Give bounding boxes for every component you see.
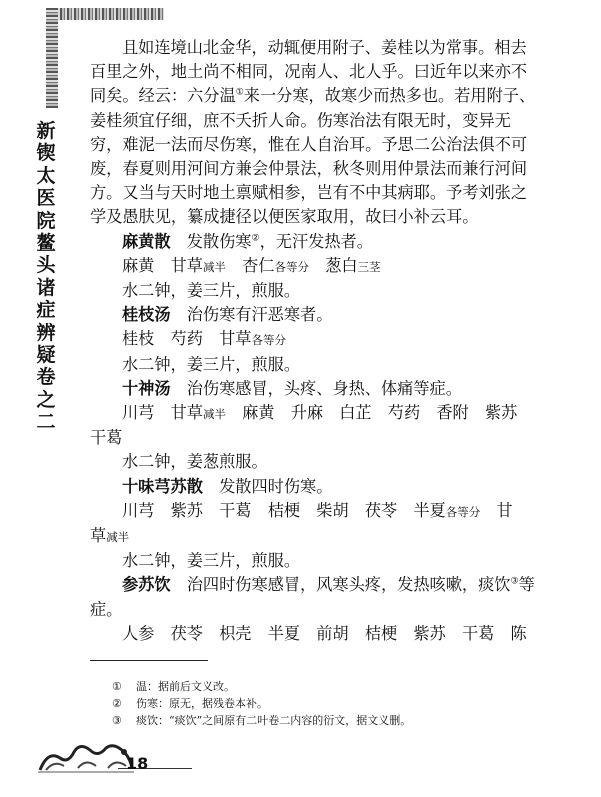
ingredient-list: 川芎 紫苏 干葛 桔梗 柴胡 茯苓 半夏各等分 甘 [122,500,513,520]
formula-name: 麻黄散 [122,231,171,251]
formula-name: 桂枝汤 [122,305,171,325]
formula-heading: 参苏饮 治四时伤寒感冒，风寒头疼，发热咳嗽，痰饮③等症。 [90,575,535,619]
formula-heading: 十神汤 治伤寒感冒，头疼、身热、体痛等症。 [122,378,462,398]
footnote: ① 温：据前后文义改。 [112,680,235,693]
page-number: 18 [126,754,149,773]
footnote-mark-1: ① [235,88,244,99]
formula-name: 参苏饮 [122,575,171,595]
page-body [90,36,542,646]
footnote: ② 伤寒：原无，据残卷本补。 [112,697,268,710]
footnote-mark-3: ③ [510,577,519,588]
ingredient-list-cont: 干葛 [90,428,123,448]
formula-heading: 十味芎苏散 发散四时伤寒。 [122,476,333,496]
intro-paragraph [90,36,542,230]
ingredient-list: 桂枝 芍药 甘草各等分 [122,329,286,349]
left-border-ornament [46,8,58,108]
formula-heading: 麻黄散 发散伤寒②，无汗发热者。 [122,231,373,251]
ingredient-list: 人参 茯苓 枳壳 半夏 前胡 桔梗 紫苏 干葛 陈 [122,623,527,643]
footnote: ③ 痰饮：“痰饮”之间原有二叶卷二内容的衍文，据文义删。 [112,714,412,727]
book-title: 新锲太医院鳌头诸症辨疑卷之二 [36,120,56,434]
formula-heading: 桂枝汤 治伤寒有汗恶寒者。 [122,305,333,325]
ingredient-list: 麻黄 甘草减半 杏仁各等分 葱白三茎 [122,255,381,275]
footnotes [112,678,532,729]
paragraph-text: 且如连境山北金华，动辄便用附子、姜桂以为常事。相去百里之外，地土尚不相同，况南人、北人乎。曰近年以来亦不同矣。经云：六分温 [90,38,528,106]
preparation: 水二钟，姜三片，煎服。 [122,551,301,571]
formula-name: 十神汤 [122,378,171,398]
footnote-mark-2: ② [251,233,260,244]
paragraph-text-cont: 来一分寒，故寒少而热多也。若用附子、姜桂须宜仔细，庶不夭折人命。伤寒治法有限无时，变异无穷，难泥一法而尽伤寒，惟在人自治耳。予思二公治法俱不可废，春夏则用河间方兼会仲景法，秋冬则用仲景法而兼行河间方。又当与天时地土禀赋相参，岂有不中其病耶。予考刘张之学及愚肤见，纂成捷径以便医家取用，故曰小补云耳。 [90,86,536,227]
top-border-ornament [46,8,164,20]
preparation: 水二钟，姜葱煎服。 [122,452,268,472]
footnote-divider [90,660,208,661]
preparation: 水二钟，姜三片，煎服。 [122,354,301,374]
formula-name: 十味芎苏散 [122,476,203,496]
ingredient-list: 川芎 甘草减半 麻黄 升麻 白芷 芍药 香附 紫苏 [122,403,518,423]
preparation: 水二钟，姜三片，煎服。 [122,281,301,301]
ingredient-list-cont: 草减半 [90,526,130,546]
